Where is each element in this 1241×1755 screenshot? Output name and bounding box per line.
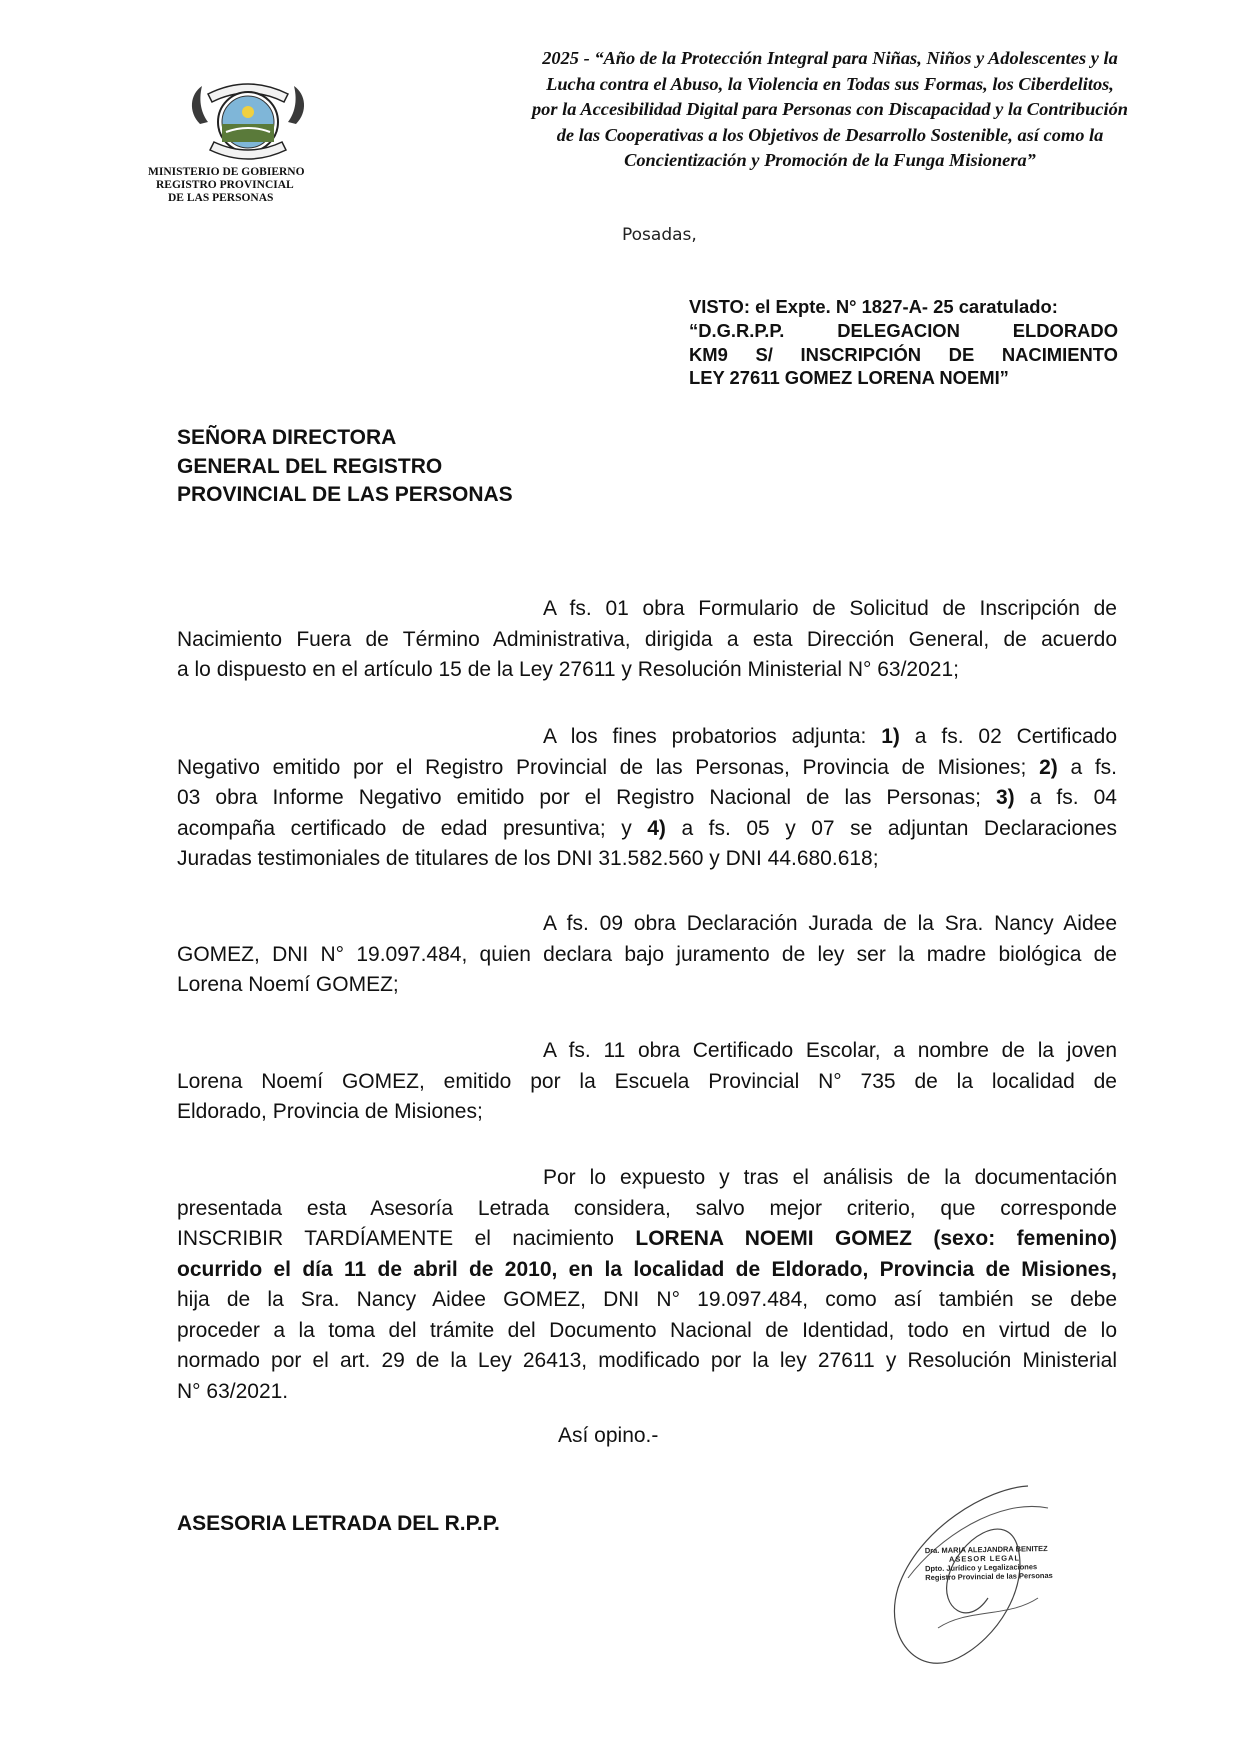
body-line: presentada esta Asesoría Letrada considera, salvo mejor criterio, que corresponde (177, 1196, 1117, 1220)
office-signature-line: ASESORIA LETRADA DEL R.P.P. (177, 1512, 500, 1535)
addressee-line: PROVINCIAL DE LAS PERSONAS (177, 483, 513, 506)
body-line (177, 753, 1117, 784)
item-number: 1) (881, 725, 900, 748)
year-motto (480, 46, 1180, 174)
visto-line: VISTO: el Expte. N° 1827-A- 25 caratulado: (689, 296, 1058, 317)
body-text: A los fines probatorios adjunta: (543, 725, 882, 748)
addressee-block (177, 424, 513, 510)
body-line (177, 1255, 1117, 1286)
handwritten-signature (878, 1478, 1058, 1688)
body-line: proceder a la toma del trámite del Documento Nacional de Identidad, todo en virtud de lo (177, 1318, 1117, 1342)
ministry-line: MINISTERIO DE GOBIERNO (148, 166, 305, 178)
visto-line: KM9 S/ INSCRIPCIÓN DE NACIMIENTO (689, 343, 1118, 365)
body-line (177, 783, 1117, 814)
paragraph-evidence (177, 722, 1117, 875)
body-line: N° 63/2021. (177, 1379, 289, 1403)
body-text: a fs. 04 (1014, 786, 1117, 809)
stamp-line: Registro Provincial de las Personas (925, 1570, 1053, 1583)
stamp-line: ASESOR LEGAL (948, 1553, 1021, 1564)
motto-line: Lucha contra el Abuso, la Violencia en Todas sus Formas, los Ciberdelitos, (546, 73, 1114, 94)
provincial-seal-logo (178, 72, 318, 172)
ministry-header (148, 166, 338, 205)
body-line: A fs. 11 obra Certificado Escolar, a nombre de la joven (543, 1039, 1117, 1062)
paragraph-school-certificate (177, 1036, 1117, 1128)
body-text: 03 obra Informe Negativo emitido por el Registro Nacional de las Personas; (177, 786, 996, 809)
body-line: Eldorado, Provincia de Misiones; (177, 1100, 483, 1123)
body-line (177, 722, 1117, 753)
stamp-line: Dra. MARIA ALEJANDRA BENITEZ (924, 1543, 1048, 1556)
ministry-line: DE LAS PERSONAS (168, 192, 274, 204)
body-line: A fs. 09 obra Declaración Jurada de la Sra. Nancy Aidee (543, 912, 1117, 935)
visto-block (689, 295, 1118, 390)
stamp-line: Dpto. Jurídico y Legalizaciones (925, 1562, 1038, 1574)
body-text: a fs. (1057, 755, 1117, 779)
visto-line: “D.G.R.P.P. DELEGACION ELDORADO (689, 319, 1118, 341)
closing-phrase: Así opino.- (558, 1424, 659, 1447)
body-text: INSCRIBIR TARDÍAMENTE el nacimiento (177, 1227, 636, 1250)
body-text: Negativo emitido por el Registro Provincial de las Personas, Provincia de Misiones; (177, 755, 1040, 779)
addressee-line: SEÑORA DIRECTORA (177, 426, 397, 449)
body-line: GOMEZ, DNI N° 19.097.484, quien declara bajo juramento de ley ser la madre biológica de (177, 942, 1117, 966)
item-number: 2) (1039, 755, 1058, 779)
body-line: Lorena Noemí GOMEZ, emitido por la Escuela Provincial N° 735 de la localidad de (177, 1069, 1117, 1093)
addressee-line: GENERAL DEL REGISTRO (177, 454, 443, 478)
birth-name-bold: LORENA NOEMI GOMEZ (sexo: femenino) (635, 1227, 1117, 1250)
body-line: hija de la Sra. Nancy Aidee GOMEZ, DNI N° 19.097.484, como así también se debe (177, 1288, 1117, 1311)
ministry-line: REGISTRO PROVINCIAL (156, 179, 294, 191)
paragraph-form (177, 594, 1117, 686)
body-text: acompaña certificado de edad presuntiva; y (177, 816, 648, 840)
motto-line: por la Accesibilidad Digital para Personas con Discapacidad y la Contribución (531, 99, 1128, 120)
visto-line: LEY 27611 GOMEZ LORENA NOEMI” (689, 367, 1009, 389)
motto-line: 2025 - “Año de la Protección Integral para Niñas, Niños y Adolescentes y la (542, 48, 1118, 68)
body-line: a lo dispuesto en el artículo 15 de la Ley 27611 y Resolución Ministerial N° 63/2021; (177, 658, 959, 681)
item-number: 3) (995, 786, 1015, 809)
body-line: Juradas testimoniales de titulares de los DNI 31.582.560 y DNI 44.680.618; (177, 847, 879, 870)
body-line: normado por el art. 29 de la Ley 26413, modificado por la ley 27611 y Resolución Ministerial (177, 1349, 1117, 1372)
birth-date-bold: ocurrido el día 11 de abril de 2010, en la localidad de Eldorado, Provincia de Misiones, (177, 1257, 1117, 1281)
body-line (177, 814, 1117, 845)
body-text: a fs. 05 y 07 se adjuntan Declaraciones (665, 816, 1117, 840)
body-line: A fs. 01 obra Formulario de Solicitud de Inscripción de (543, 597, 1117, 620)
body-line (177, 1224, 1117, 1255)
body-line: Lorena Noemí GOMEZ; (177, 973, 399, 996)
body-line: Nacimiento Fuera de Término Administrativa, dirigida a esta Dirección General, de acuerdo (177, 627, 1117, 651)
place-date: Posadas, (622, 225, 697, 245)
signature-stamp (925, 1544, 1056, 1582)
body-line: Por lo expuesto y tras el análisis de la documentación (543, 1166, 1117, 1189)
body-text: a fs. 02 Certificado (899, 725, 1118, 748)
paragraph-conclusion (177, 1163, 1117, 1407)
item-number: 4) (647, 816, 666, 840)
motto-line: de las Cooperativas a los Objetivos de Desarrollo Sostenible, así como la (556, 124, 1104, 145)
motto-line: Concientización y Promoción de la Funga Misionera” (624, 150, 1036, 171)
paragraph-declaration (177, 909, 1117, 1001)
